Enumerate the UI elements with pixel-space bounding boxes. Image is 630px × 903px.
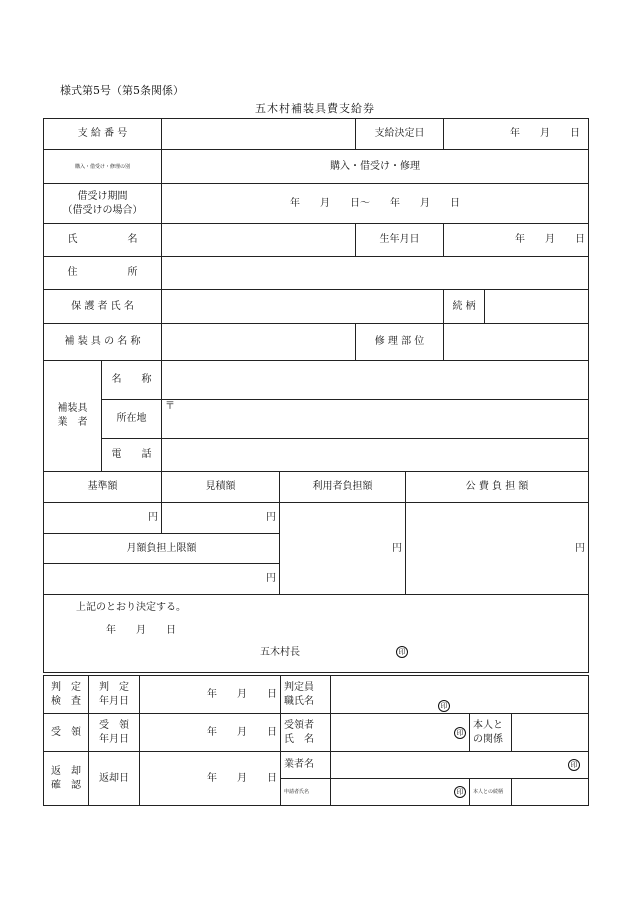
postal-mark: 〒 [165, 401, 176, 412]
label-hantei-kensa: 判 定 検 査 [44, 676, 89, 714]
label-gyosha-tel: 電 話 [102, 439, 162, 472]
label-gyosha-addr: 所在地 [102, 400, 162, 439]
mayor-seal-icon: 印 [396, 646, 408, 658]
main-form-table [43, 118, 589, 673]
label-juryo-date: 受 領 年月日 [89, 714, 140, 752]
label-shinseisha: 申請者氏名 [281, 779, 331, 806]
field-kijun[interactable]: 円 [44, 503, 162, 534]
mayor-label: 五木村長 [260, 647, 300, 658]
label-kankei: 本人と の関係 [470, 714, 512, 752]
label-riyosha: 利用者負担額 [280, 472, 406, 503]
form-number: 様式第5号（第5条関係） [60, 84, 184, 97]
decision-date[interactable]: 年 月 日 [106, 625, 176, 636]
bottom-form-table [43, 675, 589, 806]
field-shuri-bui[interactable] [444, 324, 589, 361]
field-shikyu-kettei-date[interactable]: 年 月 日 [444, 119, 589, 150]
field-hosogu-meisho[interactable] [162, 324, 356, 361]
label-kijun: 基準額 [44, 472, 162, 503]
label-hantei-date: 判 定 年月日 [89, 676, 140, 714]
label-hanteiin: 判定員 職氏名 [281, 676, 331, 714]
field-shimei[interactable] [162, 224, 356, 257]
label-henkyaku: 返 却 確 認 [44, 752, 89, 806]
label-hosogu-meisho: 補 装 具 の 名 称 [44, 324, 162, 361]
label-kariuke-kikan: 借受け期間 （借受けの場合） [44, 184, 162, 224]
label-zokugara: 続 柄 [444, 290, 485, 324]
field-seinengappi[interactable]: 年 月 日 [444, 224, 589, 257]
field-shikyu-bango[interactable] [162, 119, 356, 150]
label-gyosha-name: 名 称 [102, 361, 162, 400]
label-shuri-bui: 修 理 部 位 [356, 324, 444, 361]
label-juryo: 受 領 [44, 714, 89, 752]
field-gyosha-name[interactable] [162, 361, 589, 400]
field-kariuke-kikan[interactable]: 年 月 日〜 年 月 日 [162, 184, 589, 224]
label-henkyaku-bi: 返却日 [89, 752, 140, 806]
label-gyosha: 補装具 業 者 [44, 361, 102, 472]
field-gyosha-addr[interactable] [162, 400, 589, 439]
label-mitsumori: 見積額 [162, 472, 280, 503]
field-juryo-date[interactable]: 年 月 日 [140, 714, 281, 752]
field-riyosha[interactable]: 円 [280, 503, 406, 595]
field-henkyaku-date[interactable]: 年 月 日 [140, 752, 281, 806]
field-hogosha[interactable] [162, 290, 444, 324]
field-shinseisha[interactable] [331, 779, 470, 806]
field-mitsumori[interactable]: 円 [162, 503, 280, 534]
label-hogosha: 保 護 者 氏 名 [44, 290, 162, 324]
label-shikyu-bango: 支 給 番 号 [44, 119, 162, 150]
field-juryosha[interactable] [331, 714, 470, 752]
field-kankei[interactable] [512, 714, 589, 752]
label-getsugaku: 月額負担上限額 [44, 534, 280, 564]
field-hantei-date[interactable]: 年 月 日 [140, 676, 281, 714]
field-gyosha-tel[interactable] [162, 439, 589, 472]
label-kohi: 公 費 負 担 額 [406, 472, 589, 503]
hanteiin-seal-icon: 印 [438, 700, 450, 712]
label-kubetsu: 購入・借受け・修理の別 [44, 150, 162, 184]
decision-block [44, 595, 589, 673]
label-seinengappi: 生年月日 [356, 224, 444, 257]
label-gyoshamei: 業者名 [281, 752, 331, 779]
field-kubetsu[interactable]: 購入・借受け・修理 [162, 150, 589, 184]
label-shikyu-kettei: 支給決定日 [356, 119, 444, 150]
gyosha-seal-icon: 印 [568, 759, 580, 771]
field-jusho[interactable] [162, 257, 589, 290]
field-hanteiin[interactable] [331, 676, 589, 714]
label-kankei-small: 本人との続柄 [470, 779, 512, 806]
form-title: 五木村補装具費支給券 [255, 102, 375, 115]
label-jusho: 住 所 [44, 257, 162, 290]
field-gyoshamei[interactable] [331, 752, 589, 779]
field-getsugaku[interactable]: 円 [44, 564, 280, 595]
field-kohi[interactable]: 円 [406, 503, 589, 595]
shinseisha-seal-icon: 印 [454, 786, 466, 798]
field-zokugara[interactable] [485, 290, 589, 324]
decision-statement: 上記のとおり決定する。 [76, 602, 186, 613]
label-shimei: 氏 名 [44, 224, 162, 257]
label-juryosha: 受領者 氏 名 [281, 714, 331, 752]
juryosha-seal-icon: 印 [454, 727, 466, 739]
field-kankei-small[interactable] [512, 779, 589, 806]
